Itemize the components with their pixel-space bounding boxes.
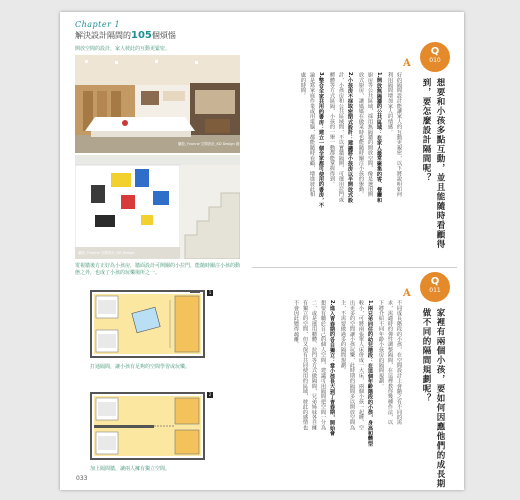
q011-body-line-2: 下將介紹不同年齡小孩房的隔間規劃。 <box>378 300 384 389</box>
q010-body-line-8: 3.整合全家共用的書房：建立一個全家都可使用的書房，不 <box>318 72 324 208</box>
q010-body-line-4: 放式廚房，讓媽媽在做菜時也能隨時關注小孩的舉動。 <box>358 72 364 197</box>
chapter-title-prefix: 解決設計隔間的 <box>75 31 131 40</box>
badge-number: 010 <box>429 57 441 64</box>
chapter-title-number: 105 <box>131 30 152 41</box>
q011-body-line-10: 有獨立的空間，但又保有共同使用的區域，彼此的感情也 <box>302 300 308 430</box>
q011-body-line-4: 較小，可將兩張單人床併成一大床，兩個小孩一起睡，空 <box>358 300 364 430</box>
floor-plan-divided <box>90 392 212 460</box>
q010-body-line-7: 櫃體等方式區隔，小孩的一舉一動都能掌握得到。 <box>329 72 335 187</box>
chapter-title-suffix: 個煩惱 <box>151 31 176 40</box>
question-010-title-line-1: 想要和小孩多點互動，並且能隨時看顧得 <box>435 78 445 249</box>
plan-bottom-caption: 加上隔間牆，讓兩人擁有獨立空間。 <box>90 466 171 472</box>
q011-body-line-1: 求，需適時的彈性調整隔間，在這裡教你幾種作法，以 <box>387 300 393 425</box>
page-number: 033 <box>76 475 88 482</box>
photo1-small-label: 攝影_Yvonne 空間設計_KD Design 創意 <box>178 142 243 146</box>
q010-body-line-5: 2.小孩房不採取密閉式設計：建議將小孩房以半開放式設 <box>347 72 353 203</box>
q011-body-line-7: 2.進入青春期的各自獨立：當小孩長大到了青春期，開始會 <box>329 300 335 436</box>
photo2-caption: 電視牆後方正好為小孩房，牆面設計可開關的小拉門，能隨時關注小孩的動態之外，也成了小孩的玩樂場所之一。 <box>75 263 241 276</box>
chapter-title <box>75 30 176 41</box>
photo2-small-label: 攝影_Yvonne 空間設計_KD Design <box>78 251 135 255</box>
question-011-title-line-2: 做不同的隔間規劃呢？ <box>421 308 431 403</box>
q010-body-line-3: 廚房等公共區域，採用無隔牆的開放空間，像是選用開 <box>367 72 373 197</box>
book-page <box>60 12 464 490</box>
plan-bottom-number: 2 <box>208 392 212 397</box>
q010-body-line-9: 論是寫家庭作業或用電腦，都能隨時看顧，增進彼此相 <box>309 72 315 197</box>
tv-wall-photo <box>75 155 240 259</box>
question-011-badge <box>420 272 450 302</box>
plan-top-number: 1 <box>208 290 212 295</box>
q011-body-line-5: 出更多的空間讓小孩玩樂，此時期的隔間多以開放空間為 <box>349 300 355 430</box>
question-010-title-line-2: 到，要怎麼設計隔間呢？ <box>421 78 431 183</box>
plan-top-caption: 打通隔間，讓小孩有足夠的空間學習或玩樂。 <box>90 364 191 370</box>
q011-body-line-11: 不會因此變得疏離。 <box>293 300 299 347</box>
badge-number: 011 <box>429 287 441 294</box>
q011-body-line-6: 主，不需要做過多的隔間規劃。 <box>340 300 346 373</box>
floor-plan-open <box>90 290 212 358</box>
q011-body-line-0: 不同成長階段的小孩，在空間設計上會隨之有不同的需 <box>396 300 402 425</box>
living-kitchen-photo <box>75 55 240 153</box>
photo1-caption: 開放空間的設計，家人彼此的互動更緊密。 <box>75 46 171 52</box>
q011-body-line-9: 二，或是運用櫃體、拉門等方式做隔間，兄弟姊妹各自擁 <box>311 300 317 430</box>
q010-body-line-2: 1.開放無隔牆的公共區域：在家人最常聚集的客、餐廳和 <box>376 72 382 203</box>
q010-body-line-10: 處的時間。 <box>300 72 306 98</box>
q011-body-line-3: 1.兩兄弟同住的幼兒階段：在這個年齡階段的小孩，身高和體型 <box>367 300 373 446</box>
q011-body-line-8: 想要有屬於自己的個人空間，建議可用隔間把空間一分為 <box>320 300 326 430</box>
question-010-badge <box>420 42 450 72</box>
q010-body-line-1: 利用隔間增加家人的情感。 <box>387 72 393 135</box>
answer-010-letter: A <box>403 58 411 69</box>
q010-body-line-0: 好的隔間設計能讓家人的互動更親密，以下將說明如何 <box>396 72 402 197</box>
chapter-label: Chapter 1 <box>75 20 121 29</box>
badge-q-label: Q <box>430 46 440 57</box>
answer-011-letter: A <box>403 288 411 299</box>
q010-body-line-6: 計，小孩房和公共區域間，不以實牆隔開，可運用拉門或 <box>338 72 344 202</box>
question-011-title-line-1: 家裡有兩個小孩，要如何因應他們的成長期 <box>435 308 445 489</box>
badge-q-label: Q <box>430 276 440 287</box>
section-divider <box>252 267 457 268</box>
